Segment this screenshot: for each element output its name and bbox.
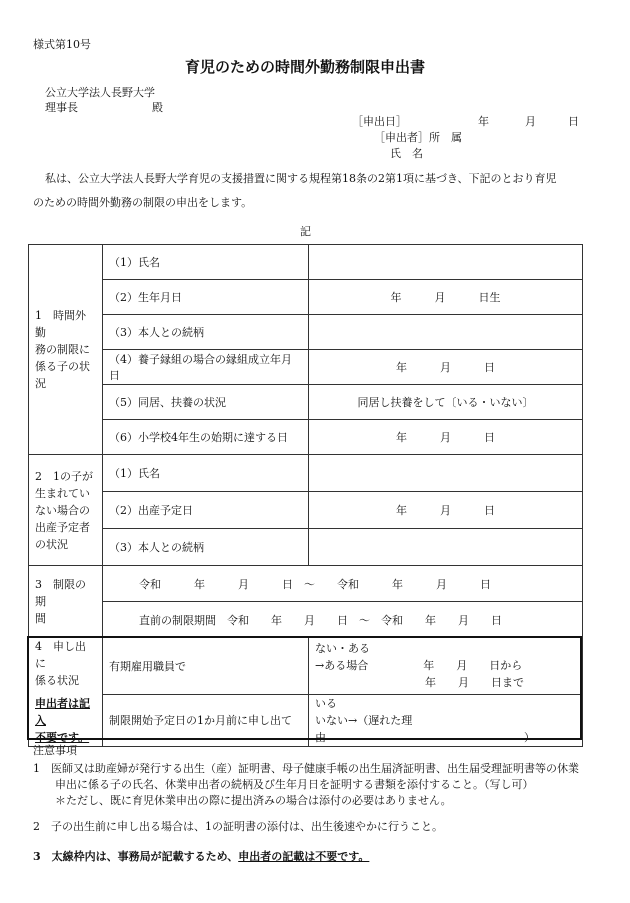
one-month-prior-field: いる いない→（遅れた理由 ） (309, 694, 583, 746)
form-number: 様式第10号 (33, 38, 91, 51)
adoption-date-field[interactable]: 年 月 日 (309, 350, 583, 385)
expectant-name-field[interactable] (309, 455, 583, 492)
cohabitation-label: （5）同居、扶養の状況 (103, 385, 309, 420)
intro-text-line2: のための時間外勤務の制限の申出をします。 (33, 196, 253, 209)
fixed-term-label: 有期雇用職員で (103, 638, 309, 695)
request-table (28, 244, 583, 747)
due-date-field[interactable]: 年 月 日 (309, 492, 583, 529)
applicant-name-label: 氏 名 (390, 147, 423, 160)
child-relation-label: （3）本人との続柄 (103, 315, 309, 350)
addressee-org: 公立大学法人長野大学 (45, 86, 155, 99)
section2-heading: 2 1の子が 生まれてい ない場合の 出産予定者 の状況 (29, 455, 103, 566)
notes-heading: 注意事項 (33, 744, 77, 757)
child-relation-field[interactable] (309, 315, 583, 350)
no-entry-note: 申出者は記入 (35, 697, 90, 727)
expectant-relation-label: （3）本人との続柄 (103, 529, 309, 566)
note-3: 3 太線枠内は、事務局が記載するため、申出者の記載は不要です。 (33, 850, 370, 863)
adoption-date-label: （4）養子縁組の場合の縁組成立年月日 (103, 350, 309, 385)
ki-label: 記 (300, 225, 311, 238)
expectant-name-label: （1）氏名 (103, 455, 309, 492)
intro-text-line1: 私は、公立大学法人長野大学育児の支援措置に関する規程第18条の2第1項に基づき、下記のとおり育児 (45, 172, 557, 185)
fixed-term-field: ない・ある →ある場合 年 月 日から 年 月 日まで (309, 638, 583, 695)
note-1-line1: 1 医師又は助産婦が発行する出生（産）証明書、母子健康手帳の出生届済証明書、出生届受理証明書等の休業 (33, 762, 579, 775)
date-year: 年 (478, 115, 489, 128)
date-month: 月 (525, 115, 536, 128)
date-day: 日 (568, 115, 579, 128)
note-2: 2 子の出生前に申し出る場合は、1の証明書の添付は、出生後速やかに行うこと。 (33, 820, 443, 833)
section3-heading: 3 制限の期 間 (29, 566, 103, 638)
one-month-prior-label: 制限開始予定日の1か月前に申し出て (103, 694, 309, 746)
note-1-line3: ＊ただし、既に育児休業申出の際に提出済みの場合は添付の必要はありません。 (33, 794, 452, 807)
section4-heading: 4 申し出に 係る状況 申出者は記入 不要です。 (29, 638, 103, 747)
child-birthdate-label: （2）生年月日 (103, 280, 309, 315)
date-label: ［申出日］ (352, 115, 407, 128)
previous-restriction-field[interactable]: 直前の制限期間 令和 年 月 日 ～ 令和 年 月 日 (103, 602, 583, 638)
cohabitation-field[interactable]: 同居し扶養をして〔いる・いない〕 (309, 385, 583, 420)
addressee-honorific: 殿 (152, 101, 163, 114)
restriction-period-field[interactable]: 令和 年 月 日 ～ 令和 年 月 日 (103, 566, 583, 602)
page-title: 育児のための時間外勤務制限申出書 (185, 58, 426, 76)
child-name-field[interactable] (309, 245, 583, 280)
applicant-affiliation-label: ［申出者］所 属 (374, 131, 462, 144)
grade4-start-label: （6）小学校4年生の始期に達する日 (103, 420, 309, 455)
section1-heading: 1 時間外勤 務の制限に 係る子の状 況 (29, 245, 103, 455)
grade4-start-field[interactable]: 年 月 日 (309, 420, 583, 455)
note-1-line2: 申出に係る子の氏名、休業申出者の続柄及び生年月日を証明する書類を添付すること。（写し可） (33, 778, 534, 791)
addressee-person: 理事長 (45, 101, 78, 114)
child-birthdate-field[interactable]: 年 月 日生 (309, 280, 583, 315)
expectant-relation-field[interactable] (309, 529, 583, 566)
due-date-label: （2）出産予定日 (103, 492, 309, 529)
child-name-label: （1）氏名 (103, 245, 309, 280)
